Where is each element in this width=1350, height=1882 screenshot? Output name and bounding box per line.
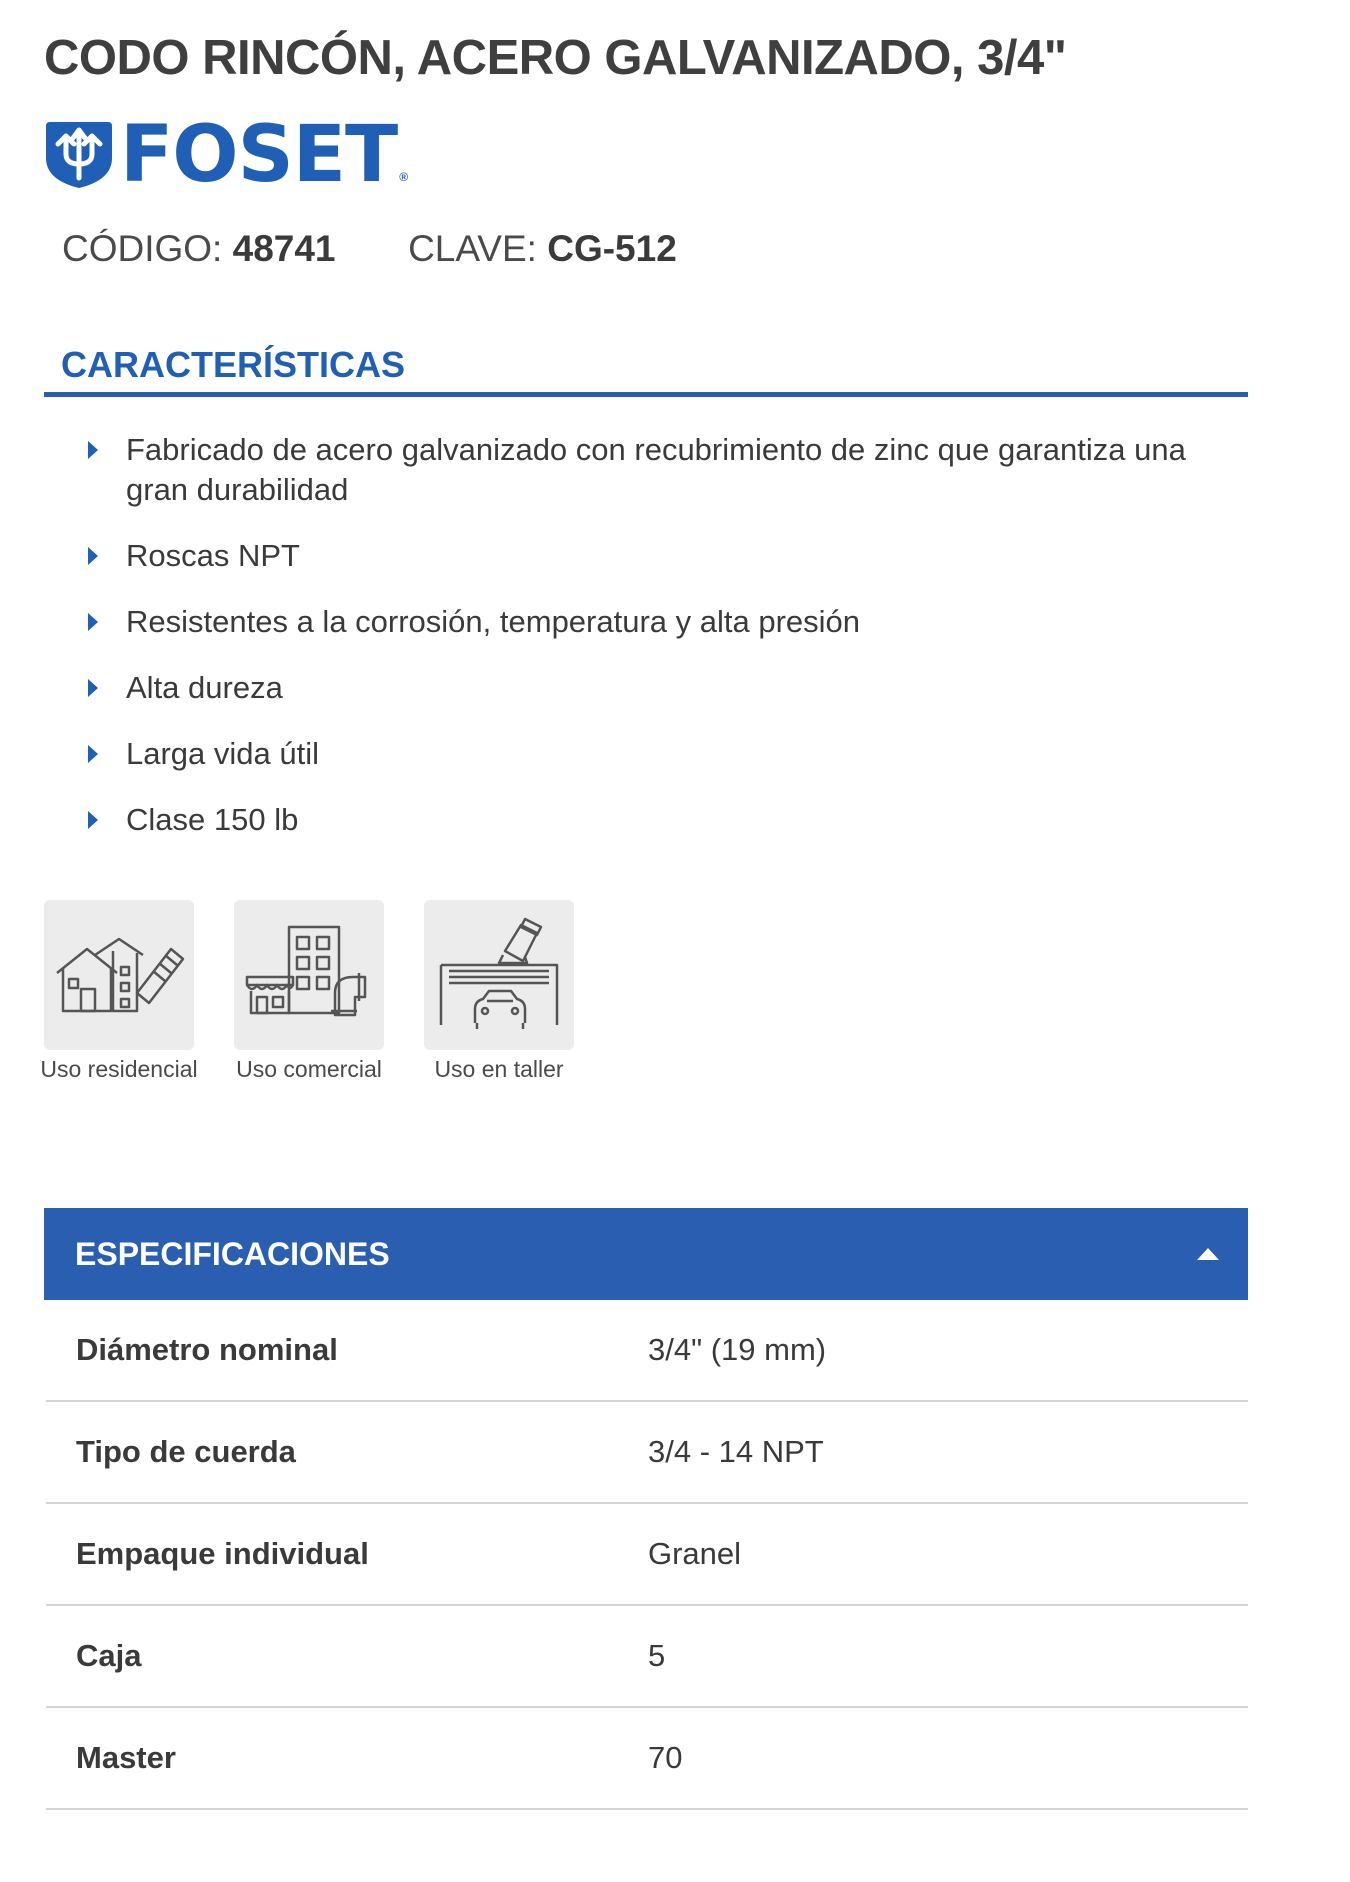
features-title: CARACTERÍSTICAS xyxy=(61,344,406,385)
bullet-arrow-icon xyxy=(88,679,98,697)
use-commercial xyxy=(234,900,384,1081)
spec-key: Tipo de cuerda xyxy=(76,1434,296,1469)
usage-icons xyxy=(40,900,614,1082)
features-list xyxy=(84,430,1224,866)
spec-value: 5 xyxy=(648,1638,666,1673)
feature-item: Fabricado de acero galvanizado con recubrimiento de zinc que garantiza una gran durabilidad xyxy=(84,430,1224,510)
spec-key: Caja xyxy=(76,1638,142,1673)
product-codes xyxy=(62,228,677,270)
house-pipe-icon xyxy=(49,905,189,1045)
use-workshop xyxy=(424,900,574,1081)
spec-key: Empaque individual xyxy=(76,1536,369,1571)
bullet-arrow-icon xyxy=(88,745,98,763)
use-residential xyxy=(40,900,198,1082)
specs-table xyxy=(46,1300,1248,1810)
feature-item: Resistentes a la corrosión, temperatura y alta presión xyxy=(84,602,1224,642)
brand-name: FOSET xyxy=(120,110,398,200)
spec-value: 3/4 - 14 NPT xyxy=(648,1434,824,1469)
table-row xyxy=(46,1300,1248,1402)
specs-accordion-header[interactable] xyxy=(44,1208,1248,1300)
garage-pipe-icon xyxy=(429,905,569,1045)
table-row xyxy=(46,1402,1248,1504)
use-label: Uso en taller xyxy=(434,1056,564,1082)
bullet-arrow-icon xyxy=(88,547,98,565)
bullet-arrow-icon xyxy=(88,811,98,829)
codigo-value: 48741 xyxy=(232,228,336,269)
bullet-arrow-icon xyxy=(88,613,98,631)
codigo-label: CÓDIGO: xyxy=(62,228,223,269)
spec-key: Master xyxy=(76,1740,176,1775)
feature-item: Alta dureza xyxy=(84,668,1224,708)
chevron-up-icon[interactable] xyxy=(1197,1248,1219,1260)
clave-label: CLAVE: xyxy=(408,228,537,269)
spec-value: 3/4" (19 mm) xyxy=(648,1332,827,1367)
feature-item: Clase 150 lb xyxy=(84,800,1224,840)
use-label: Uso residencial xyxy=(40,1056,198,1082)
spec-value: 70 xyxy=(648,1740,683,1775)
trident-logo-icon xyxy=(44,118,114,190)
specs-title: ESPECIFICACIONES xyxy=(75,1235,390,1272)
spec-value: Granel xyxy=(648,1536,742,1571)
use-label: Uso comercial xyxy=(236,1056,382,1082)
features-divider xyxy=(44,392,1248,397)
product-title: CODO RINCÓN, ACERO GALVANIZADO, 3/4" xyxy=(44,31,1067,85)
feature-item: Roscas NPT xyxy=(84,536,1224,576)
table-row xyxy=(46,1504,1248,1606)
spec-key: Diámetro nominal xyxy=(76,1332,338,1367)
table-row xyxy=(46,1606,1248,1708)
feature-item: Larga vida útil xyxy=(84,734,1224,774)
brand-logo xyxy=(44,110,409,200)
building-pipe-icon xyxy=(239,905,379,1045)
bullet-arrow-icon xyxy=(88,441,98,459)
table-row xyxy=(46,1708,1248,1810)
clave-value: CG-512 xyxy=(547,228,677,269)
registered-mark: ® xyxy=(399,170,409,184)
